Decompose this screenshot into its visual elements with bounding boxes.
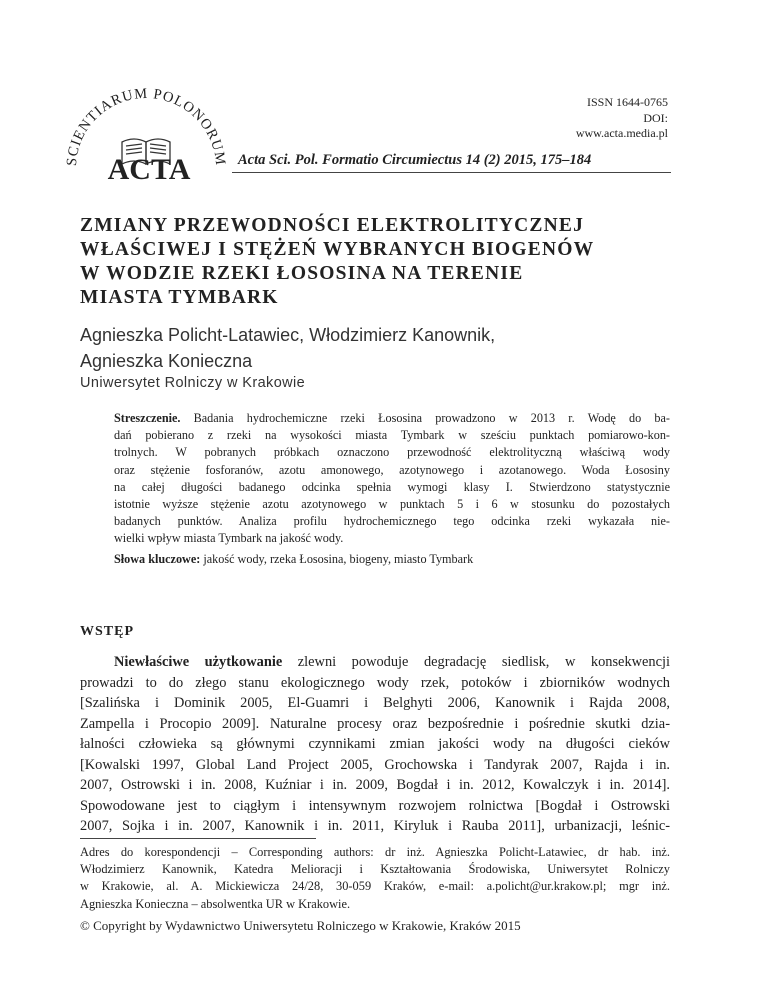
doi: DOI: (643, 110, 668, 125)
body-line: 2007, Ostrowski i in. 2008, Kuźniar i in. 2009, Bogdał i in. 2012, Kowalczyk i in. 2014]. (80, 777, 670, 793)
authors (80, 322, 700, 374)
footnote-line: Adres do korespondencji – Corresponding authors: dr inż. Agnieszka Policht-Latawiec, dr hab. inż. (80, 845, 670, 859)
abstract-line: na całej długości badanego odcinka spełnia wymogi klasy I. Stwierdzono statystycznie (114, 479, 670, 494)
author-line: Agnieszka Konieczna (80, 351, 253, 371)
header-divider (232, 172, 671, 173)
body-line: Spowodowane jest to ciągłym i intensywnym rozwojem rolnictwa [Bogdał i Ostrowski (80, 797, 670, 814)
body-line (80, 652, 670, 673)
abstract-line: dań pobierano z rzeki na wysokości miasta Tymbark w sześciu punktach pomiarowo-kon- (114, 428, 670, 443)
abstract-line: oraz stężenie fosforanów, azotu amonowego, azotynowego i azotanowego. Woda Łososiny (114, 462, 670, 477)
acta-logo (62, 80, 232, 180)
title-line: WŁAŚCIWEJ I STĘŻEŃ WYBRANYCH BIOGENÓW (80, 239, 595, 260)
keywords (114, 551, 670, 568)
section-heading: WSTĘP (80, 624, 135, 639)
title-line: W WODZIE RZEKI ŁOSOSINA NA TERENIE (80, 263, 524, 284)
journal-citation: Acta Sci. Pol. Formatio Circumiectus 14 (2) 2015, 175–184 (238, 152, 592, 168)
footnote-line: Agnieszka Konieczna – absolwentka UR w Krakowie. (80, 896, 351, 911)
section-body (80, 652, 670, 837)
article-title (80, 214, 680, 310)
keywords-text: jakość wody, rzeka Łososina, biogeny, miasto Tymbark (200, 552, 474, 566)
copyright: © Copyright by Wydawnictwo Uniwersytetu Rolniczego w Krakowie, Kraków 2015 (80, 918, 521, 933)
body-line: [Kowalski 1997, Global Land Project 2005, Grochowska i Tandyrak 2007, Rajda i in. (80, 756, 670, 773)
title-line: ZMIANY PRZEWODNOŚCI ELEKTROLITYCZNEJ (80, 215, 585, 236)
logo-arc-text: SCIENTIARUM POLONORUM (63, 85, 229, 167)
author-line: Agnieszka Policht-Latawiec, Włodzimierz Kanownik, (80, 325, 496, 345)
body-line: [Szalińska i Dominik 2005, El-Guamri i Belghyti 2006, Kanownik i Rajda 2008, (80, 695, 670, 711)
affiliation: Uniwersytet Rolniczy w Krakowie (80, 375, 306, 391)
title-line: MIASTA TYMBARK (80, 287, 279, 308)
journal-url[interactable]: www.acta.media.pl (575, 126, 668, 140)
body-line: łalności człowieka są głównymi czynnikami zmian jakości wody na długości cieków (80, 736, 670, 752)
issn-block (576, 95, 668, 142)
abstract-line (114, 410, 670, 427)
body-line: prowadzi to do złego stanu ekologicznego wody rzek, potoków i zbiorników wodnych (80, 674, 670, 691)
abstract-label: Streszczenie. (114, 411, 181, 425)
abstract-line: istotnie wyższe stężenie azotu azotynowego w punktach 5 i 6 w stosunku do pozostałych (114, 497, 670, 512)
footnote (80, 844, 670, 913)
abstract-line: trolnych. W pobranych próbkach oznaczono przewodność elektrolityczną właściwą wody (114, 445, 670, 460)
logo-main-text: ACTA (107, 153, 191, 180)
body-first-line: zlewni powoduje degradację siedlisk, w konsekwencji (282, 654, 671, 670)
body-line: Zampella i Procopio 2009]. Naturalne procesy oraz bezpośrednie i pośrednie skutki dzia- (80, 715, 670, 732)
abstract (114, 410, 670, 548)
abstract-line: badanych punktów. Analiza profilu hydrochemicznego tego odcinka rzeki wykazała nie- (114, 514, 670, 529)
abstract-line: wielki wpływ miasta Tymbark na jakość wody. (114, 531, 344, 546)
body-bold-lead: Niewłaściwe użytkowanie (114, 654, 283, 670)
abstract-first-line: Badania hydrochemiczne rzeki Łososina prowadzono w 2013 r. Wodę do ba- (193, 411, 670, 425)
footnote-line: w Krakowie, al. A. Mickiewicza 24/28, 30-059 Kraków, e-mail: a.policht@ur.krakow.pl; mgr inż. (80, 879, 670, 894)
body-line: 2007, Sojka i in. 2007, Kanownik i in. 2011, Kiryluk i Rauba 2011], urbanizacji, leśnic- (80, 818, 670, 834)
keywords-label: Słowa kluczowe: (114, 552, 201, 566)
issn: ISSN 1644-0765 (586, 95, 668, 109)
footnote-line: Włodzimierz Kanownik, Katedra Melioracji i Kształtowania Środowiska, Uniwersytet Rolniczy (80, 862, 670, 877)
footnote-divider (80, 838, 316, 839)
